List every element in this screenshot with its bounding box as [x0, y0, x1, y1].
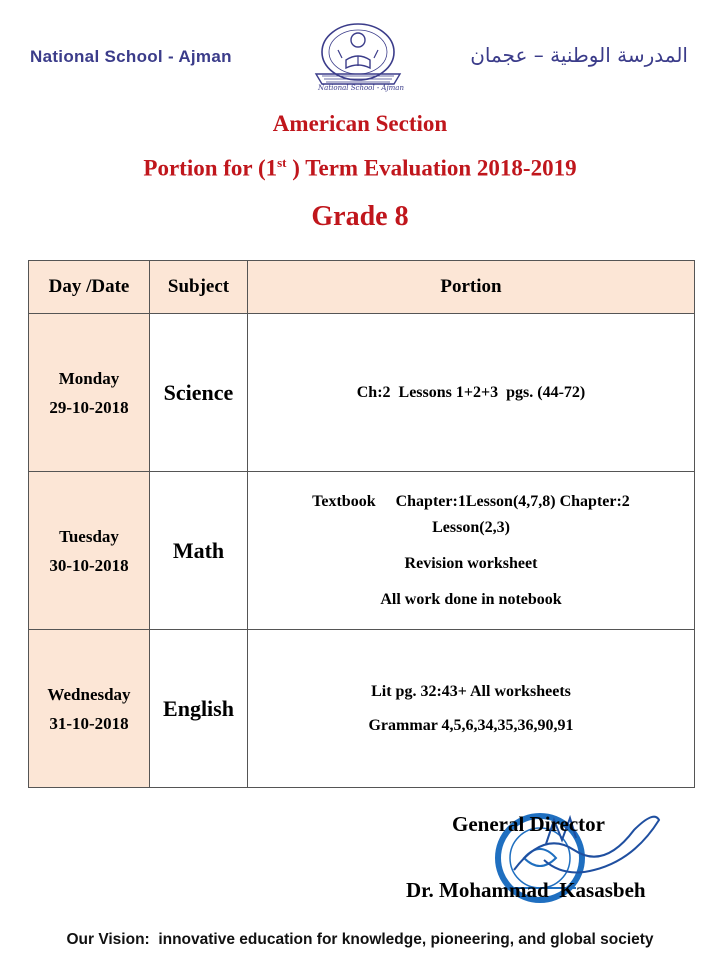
school-name-english: National School - Ajman [30, 47, 232, 66]
day-date-cell [29, 472, 150, 630]
table-row [29, 472, 695, 630]
date-label: 31-10-2018 [49, 713, 129, 733]
column-header-portion: Portion [248, 261, 695, 314]
table-row [29, 630, 695, 788]
portion-line: Revision worksheet [404, 554, 538, 572]
section-title: American Section [272, 111, 448, 136]
portion-cell [248, 472, 695, 630]
day-date-cell [29, 630, 150, 788]
portion-line: Textbook Chapter:1Lesson(4,7,8) Chapter:2 [312, 492, 630, 510]
portion-line: Grammar 4,5,6,34,35,36,90,91 [368, 716, 574, 734]
table-row [29, 314, 695, 472]
page-header [0, 0, 720, 104]
portion-line: Ch:2 Lessons 1+2+3 pgs. (44-72) [356, 383, 586, 401]
portion-table [28, 260, 695, 788]
subject-cell: English [150, 630, 248, 788]
portion-title: Portion for (1st ) Term Evaluation 2018-2019 [143, 155, 577, 181]
day-label: Wednesday [47, 684, 131, 704]
portion-line: Lit pg. 32:43+ All worksheets [371, 682, 571, 700]
vision-statement: Our Vision: innovative education for knowledge, pioneering, and global society [66, 931, 654, 948]
day-label: Monday [58, 368, 120, 388]
column-header-day-date: Day /Date [29, 261, 150, 314]
portion-cell [248, 630, 695, 788]
school-name-arabic: المدرسة الوطنية – عجمان [470, 43, 688, 67]
day-date-cell [29, 314, 150, 472]
date-label: 29-10-2018 [49, 397, 129, 417]
portion-line: Lesson(2,3) [432, 518, 510, 536]
column-header-subject: Subject [150, 261, 248, 314]
subject-cell: Science [150, 314, 248, 472]
logo-caption: National School - Ajman [318, 84, 404, 92]
table-header-row [29, 261, 695, 314]
day-label: Tuesday [59, 526, 119, 546]
date-label: 30-10-2018 [49, 555, 129, 575]
portion-line: All work done in notebook [380, 590, 562, 608]
subject-cell: Math [150, 472, 248, 630]
signature-name: Dr. Mohammad Kasasbeh [406, 878, 646, 902]
grade-title: Grade 8 [311, 201, 409, 232]
portion-cell [248, 314, 695, 472]
signature-title: General Director [452, 812, 605, 836]
